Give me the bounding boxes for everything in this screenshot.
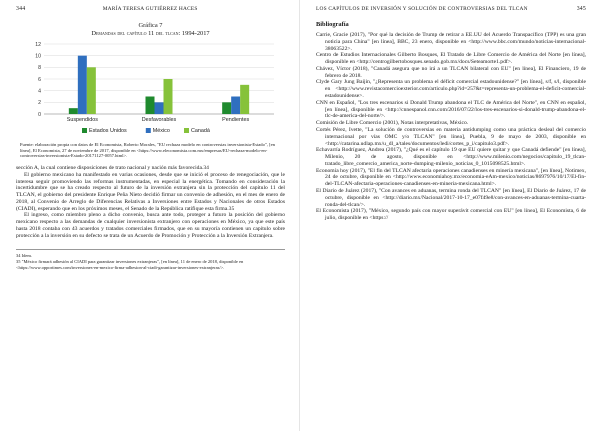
legend-swatch xyxy=(184,128,189,133)
footnote: 34 Idem. xyxy=(16,253,32,259)
chart-figure xyxy=(16,22,285,159)
footnote: 35 "México firmará adhesión al CIADI para garantizar inversiones extranjeras", [en línea], 11 de enero de 2018, disponible en <https://www.opportimes.com/inversiones-en-mexico-firma-adhesion-al-ciadi-garantizar-inversiones-extranjeras/>. xyxy=(16,258,244,270)
bibliography-entry: El Diario de Juárez (2017), "Con avances en aduanas, termina ronda del TLCAN" [en línea], El Diario de Juárez, 17 de octubre, disponible en <http://diario.mx/Nacional/2017-10-17_e07f49e8/con-avances-en-aduanas-termina-cuarta-ronda-del-tlcan/>. xyxy=(316,187,586,208)
y-tick-label: 4 xyxy=(38,88,41,95)
bar-2-1 xyxy=(231,97,240,115)
right-page xyxy=(300,0,600,431)
right-page-number: 345 xyxy=(576,6,586,12)
chart-label: Gráfica 7 xyxy=(138,22,163,29)
bibliography-entry: Clyde Gary Jung Baijin, "¿Representa un problema el déficit comercial estadounidense?" [en línea], s/f, s/l, disponible en <http://www.revistacomercioexterior.com/articulo.php?id=257&t=representa-un-problema-el-deficit-comercial-estadounidense>. xyxy=(316,79,586,100)
bar-0-1 xyxy=(78,56,87,114)
category-label: Desfavorables xyxy=(141,117,177,123)
legend-label: México xyxy=(152,128,170,134)
bibliography-heading: Bibliografía xyxy=(316,21,349,28)
bibliography-entry: Echavarría Rodríguez, Andrea (2017), "¿Qué es el capítulo 19 que EU quiere quitar y que Canadá defiende" [en línea], Milenio, 20 de agosto, disponible en <http://www.milenio.com/negocios/capitulo_19_tlcan-tratado_libre_comercio_america_norte-dumping-milenio_noticias_0_1015098525.html>. xyxy=(316,147,586,167)
bibliography-entry: CNN en Español, "Los tres escenarios si Donald Trump abandona el TLC de América del Norte", en CNN en español, [en línea], disponible en <http://cnnespanol.cnn.com/2016/07/22/los-tres-escenarios-si-donald-trump-abandona-el-tlc-de-america-del-norte/>. xyxy=(316,99,586,120)
bar-1-1 xyxy=(155,102,164,114)
footnotes xyxy=(16,249,285,270)
category-label: Suspendidos xyxy=(66,117,98,123)
bar-1-2 xyxy=(164,79,173,114)
bibliography-entry: Centro de Estudios Internacionales Gilberto Bosques, El Tratado de Libre Comercio de América del Norte [en línea], disponible en <http://centrogilbertobosques.senado.gob.mx/docs/Seteamorte1.pdf>. xyxy=(316,52,586,66)
bibliography-entry: El Economista (2017), "México, segundo país con mayor superávit comercial con EU" [en línea], El Economista, 6 de julio, disponible en <https:// xyxy=(316,208,586,222)
body-paragraph: El gobierno mexicano ha manifestado en varias ocasiones, desde que se inició el proceso de renegociación, que le interesa seguir promoviendo las reformas instrumentadas, en especial la energética. Tomando en consideración la incertidumbre que se ha creado respecto al futuro de la inversión extranjera sin la protección del capítulo 11 del TLCAN, el gobierno del presidente Enrique Peña Nieto decidió firmar un convenio de adhesión, en el mes de enero de 2018, al Convenio de Arreglo de Diferencias Relativas a Inversiones entre Estados y Nacionales de otros Estados (CIADI), esperando que en los próximos meses, el Senado de la República ratifique esta firma.35 xyxy=(16,171,285,212)
legend-label: Canadá xyxy=(191,128,210,134)
bar-0-2 xyxy=(87,67,96,114)
body-paragraph: El ingreso, como miembro pleno a dicho convenio, busca ante todo, proteger a futuro la posición del gobierno mexicano respecto a las demandas de cualquier inversionista extranjero con operaciones en México, ya que este país hasta 2018 contaba con 43 acuerdos y tratados comerciales firmados, que en su mayoría contienen un capítulo sobre protección a la inversión en su defecto se trata de un Acuerdo de Promoción y Protección a la Inversión Extranjera. xyxy=(16,212,285,239)
category-label: Pendientes xyxy=(222,117,250,123)
left-page-number: 344 xyxy=(16,6,26,12)
bar-chart xyxy=(24,40,278,140)
chart-title: Demandas del capítulo 11 del tlcan: 1994-2017 xyxy=(91,30,210,37)
bar-0-0 xyxy=(69,108,78,114)
bibliography-entry: Carrie, Gracie (2017), "Por qué la decisión de Trump de retirar a EE.UU del Acuerdo Transpacífico (TPP) es una gran noticia para China" [en línea], BBC, 23 enero, disponible en <http://www.bbc.com/mundo/noticias-internacional-38063522>. xyxy=(316,32,586,52)
y-tick-label: 0 xyxy=(38,111,41,118)
y-tick-label: 10 xyxy=(35,53,41,60)
bar-2-0 xyxy=(222,102,231,114)
body-text xyxy=(16,165,285,239)
chart-source-note: Fuente: elaboración propia con datos de El Economista, Roberto Morales, "EU rechaza modelo en controversias inversionista-Estado", [en línea], El Economista, 27 de noviembre de 2017, disponible en <https://www.eleconomista.com.mx/empresas/EU-rechaza-modelo-en-controversias-inversionista-Estado-20171127-0057.html>. xyxy=(20,142,275,159)
bar-1-0 xyxy=(146,97,155,115)
bar-2-2 xyxy=(240,85,249,114)
bibliography-entry: Economía hoy (2017), "El fin del TLCAN afectaría operaciones canadienses en minería mexicana", [en línea], Notimex, 24 de octubre, disponible en <http://www.economiahoy.mx/economia-eAm-mexico/noticias/8697976/10/17/El-fin-del-TLCAN-afectaria-operaciones-canadienses-en-mineria-mexicana.html>. xyxy=(316,167,586,188)
body-paragraph: sección A, la cual contiene disposiciones de trato nacional y nación más favorecida.34 xyxy=(16,165,209,172)
left-running-title: MARÍA TERESA GUTIÉRREZ HACES xyxy=(102,6,198,12)
bibliography-list xyxy=(316,32,586,222)
right-running-head xyxy=(316,6,586,18)
legend-swatch xyxy=(82,128,87,133)
y-tick-label: 6 xyxy=(38,76,41,83)
y-tick-label: 8 xyxy=(38,65,41,72)
bibliography-entry: Cortés Pérez, Ivette, "La solución de controversias en materia antidumping como una práctica desleal del comercio internacional por vías OMC y/o TLCAN" [en línea], Puebla, 9 de mayo de 2003, disponible en <http://catarina.udlap.mx/u_dl_a/tales/documentos/ledi/cortes_p_i/capitulo3.pdf>. xyxy=(316,126,586,147)
bibliography-entry: Chávez, Víctor (2018), "Canadá asegura que no irá a un TLCAN bilateral con EU" [en línea], El Financiero, 19 de febrero de 2018. xyxy=(316,65,586,79)
legend-swatch xyxy=(146,128,151,133)
left-running-head xyxy=(16,6,285,18)
right-running-title: LOS CAPÍTULOS DE INVERSIÓN Y SOLUCIÓN DE CONTROVERSIAS DEL TLCAN xyxy=(316,6,528,12)
legend-label: Estados Unidos xyxy=(89,128,127,134)
bibliography-entry: Comisión de Libre Comercio (2001), Notas interpretativas, México. xyxy=(316,120,469,127)
y-tick-label: 12 xyxy=(35,41,41,48)
y-tick-label: 2 xyxy=(38,100,41,107)
